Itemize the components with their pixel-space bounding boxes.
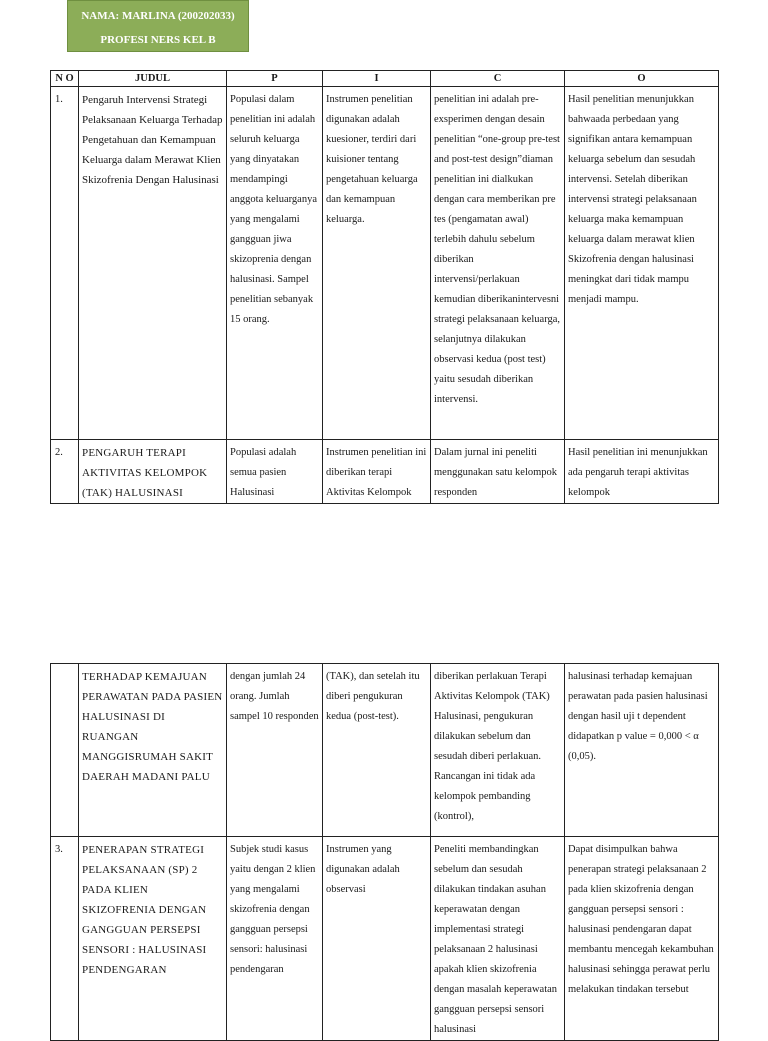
cell-no: 3. [51, 837, 79, 1041]
cell-c: Dalam jurnal ini peneliti menggunakan satu kelompok responden [431, 440, 565, 504]
cell-o: Dapat disimpulkan bahwa penerapan strategi pelaksanaan 2 pada klien skizofrenia dengan gangguan persepsi sensori : halusinasi pendengaran dapat membantu mencegah kekambuhan halusinasi sehingga perawat perlu melakukan tindakan tersebut [565, 837, 719, 1041]
table-row [51, 837, 719, 1041]
column-header-judul: JUDUL [79, 71, 227, 87]
cell-p: Subjek studi kasus yaitu dengan 2 klien yang mengalami skizofrenia dengan gangguan persepsi sensori: halusinasi pendengaran [227, 837, 323, 1041]
cell-o: Hasil penelitian menunjukkan bahwaada perbedaan yang signifikan antara kemampuan keluarga sebelum dan sesudah intervensi. Setelah diberikan intervensi strategi pelaksanaan keluarga maka kemampuan keluarga dalam merawat klien Skizofrenia dengan halusinasi meningkat dari tidak mampu menjadi mampu. [565, 87, 719, 440]
page-1-table-section [50, 70, 718, 514]
cell-c: penelitian ini adalah pre-exsperimen dengan desain penelitian “one-group pre-test and post-test design”diaman penelitian ini dialkukan dengan cara memberikan pre tes (pengamatan awal) terlebih dahulu sebelum diberikan intervensi/perlakuan kemudian diberikanintervesni strategi pelaksanaan keluarga, selanjutnya dilakukan observasi kedua (post test) yaitu sesudah diberikan intervensi. [431, 87, 565, 440]
cell-judul: Pengaruh Intervensi Strategi Pelaksanaan Keluarga Terhadap Pengetahuan dan Kemampuan Keluarga dalam Merawat Klien Skizofrenia Dengan Halusinasi [79, 87, 227, 440]
table-header-row [51, 71, 719, 87]
cell-i: (TAK), dan setelah itu diberi pengukuran kedua (post-test). [323, 664, 431, 837]
cell-c: diberikan perlakuan Terapi Aktivitas Kelompok (TAK) Halusinasi, pengukuran dilakukan sebelum dan sesudah diberi perlakuan. Rancangan ini tidak ada kelompok pembanding (kontrol), [431, 664, 565, 837]
cell-no [51, 664, 79, 837]
cell-no: 2. [51, 440, 79, 504]
pico-table-continued [50, 663, 719, 1041]
cell-i: Instrumen penelitian ini diberikan terapi Aktivitas Kelompok [323, 440, 431, 504]
table-row [51, 87, 719, 440]
name-header-box [67, 0, 249, 52]
cell-judul: PENERAPAN STRATEGI PELAKSANAAN (SP) 2 PADA KLIEN SKIZOFRENIA DENGAN GANGGUAN PERSEPSI SENSORI : HALUSINASI PENDENGARAN [79, 837, 227, 1041]
table-row [51, 664, 719, 837]
class-group: PROFESI NERS KEL B [100, 34, 216, 46]
cell-i: Instrumen penelitian digunakan adalah kuesioner, terdiri dari kuisioner tentang pengetahuan keluarga dan kemampuan keluarga. [323, 87, 431, 440]
cell-o: halusinasi terhadap kemajuan perawatan pada pasien halusinasi dengan hasil uji t dependent didapatkan p value = 0,000 < α (0,05). [565, 664, 719, 837]
cell-i: Instrumen yang digunakan adalah observasi [323, 837, 431, 1041]
column-header-o: O [565, 71, 719, 87]
column-header-c: C [431, 71, 565, 87]
page-2-table-section [50, 663, 718, 1035]
column-header-no: N O [51, 71, 79, 87]
column-header-i: I [323, 71, 431, 87]
cell-o: Hasil penelitian ini menunjukkan ada pengaruh terapi aktivitas kelompok [565, 440, 719, 504]
cell-c: Peneliti membandingkan sebelum dan sesudah dilakukan tindakan asuhan keperawatan dengan implementasi strategi pelaksanaan 2 halusinasi apakah klien skizofrenia dengan masalah keperawatan gangguan persepsi sensori halusinasi [431, 837, 565, 1041]
cell-judul: PENGARUH TERAPI AKTIVITAS KELOMPOK (TAK) HALUSINASI [79, 440, 227, 504]
cell-p: Populasi adalah semua pasien Halusinasi [227, 440, 323, 504]
cell-judul: TERHADAP KEMAJUAN PERAWATAN PADA PASIEN HALUSINASI DI RUANGAN MANGGISRUMAH SAKIT DAERAH MADANI PALU [79, 664, 227, 837]
table-row [51, 440, 719, 504]
column-header-p: P [227, 71, 323, 87]
cell-p: dengan jumlah 24 orang. Jumlah sampel 10 responden [227, 664, 323, 837]
student-name: NAMA: MARLINA (200202033) [81, 10, 235, 22]
pico-table [50, 70, 719, 504]
cell-p: Populasi dalam penelitian ini adalah seluruh keluarga yang dinyatakan mendampingi anggota keluarganya yang mengalami gangguan jiwa skizoprenia dengan halusinasi. Sampel penelitian sebanyak 15 orang. [227, 87, 323, 440]
cell-no: 1. [51, 87, 79, 440]
